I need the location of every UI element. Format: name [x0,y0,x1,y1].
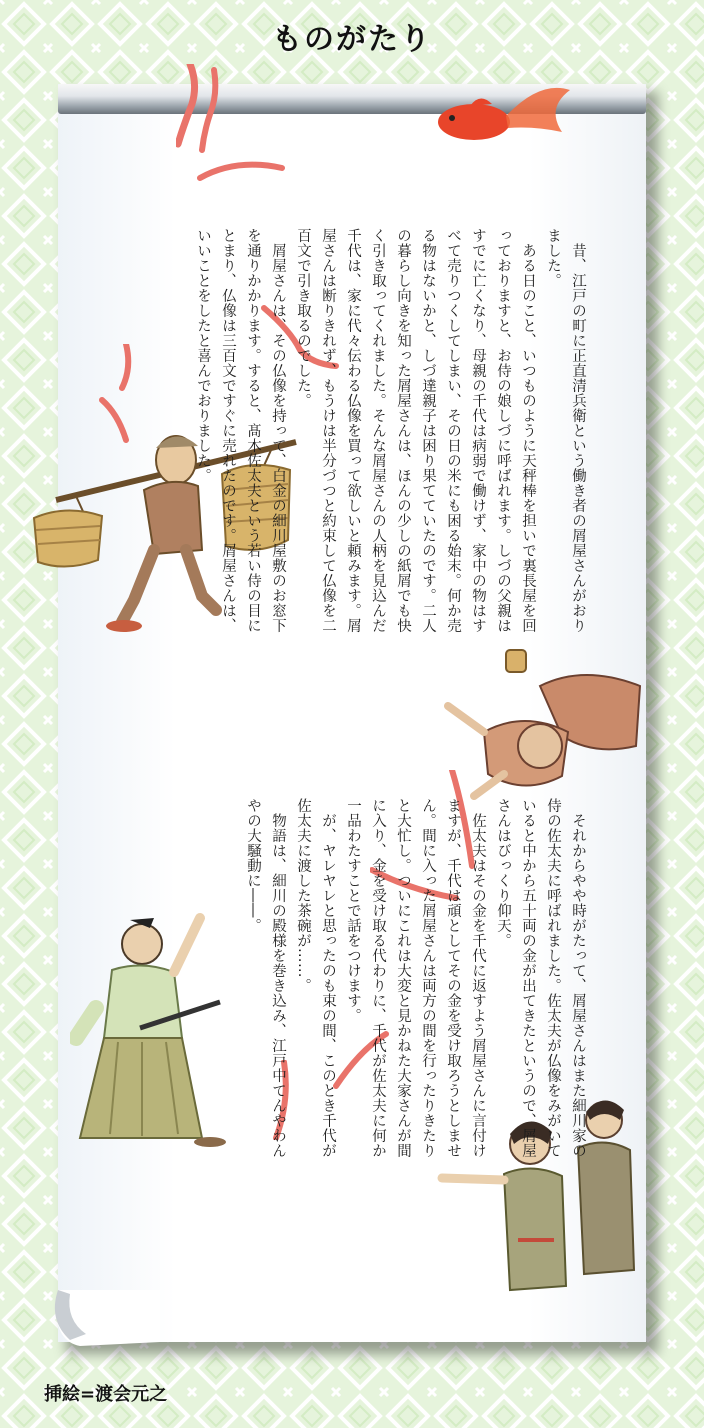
illustrator-credit: 挿絵=渡会元之 [44,1384,168,1405]
goldfish-large-icon [430,70,580,150]
goldfish-small-icon [176,64,226,154]
story-paragraph: 佐太夫はその金を千代に返すよう屑屋さんに言付けますが、千代は頑としてその金を受け取ろうとしません。間に入った屑屋さんは両方の間を行ったりきたりと大忙し。ついにこれは大変と見かねた大家さんが間に入り、金を受け取る代わりに、千代が佐太夫に何か一品わたすことで話をつけます。 [345,798,486,1158]
story-paragraph: 昔、江戸の町に正直清兵衛という働き者の屑屋さんがおりました。 [545,228,586,633]
page-title: ものがたり [272,22,432,57]
samurai-illustration [70,898,230,1158]
story-paragraph: 屑屋さんは、その仏像を持って、白金の細川屋敷のお窓下を通りかかります。すると、髙木佐太夫という若い侍の目にとまり、仏像は三百文ですぐに売れたのです。屑屋さんは、いいことをしたと喜んでおりました。 [195,228,286,633]
goldfish-small-icon [196,150,286,190]
story-paragraph: それからやや時がたって、屑屋さんはまた細川家の侍の佐太夫に呼ばれました。佐太夫が仏像をみがいていると中から五十両の金が出てきたというので、屑屋さんはびっくり仰天。 [495,798,586,1158]
story-paragraph: が、ヤレヤレと思ったのも束の間、このとき千代が佐太夫に渡した茶碗が……。 [295,798,336,1158]
story-paragraph: 物語は、細川の殿様を巻き込み、江戸中てんやわんやの大騒動に――。 [245,798,286,1158]
story-paragraph: ある日のこと、いつものように天秤棒を担いで裏長屋を回っておりますと、お侍の娘しづに呼ばれます。しづの父親はすでに亡くなり、母親の千代は病弱で働けず、家中の物はすべて売りつくしてしまい、その日の米にも困る始末。何か売る物はないかと、しづ達親子は困り果てていたのです。二人の暮らし向きを知った屑屋さんは、ほんの少しの紙屑でも快く引き取ってくれました。そんな屑屋さんの人柄を見込んだ千代は、家に代々伝わる仏像を買って欲しいと頼みます。屑屋さんは断りきれず、もうけは半分づつと約束して仏像を二百文で引き取るのでした。 [295,228,536,633]
story-text-second-half [218,798,590,1158]
scroll-curl [40,1290,160,1350]
story-text-first-half [100,228,590,640]
tumbling-man-illustration [444,646,644,816]
